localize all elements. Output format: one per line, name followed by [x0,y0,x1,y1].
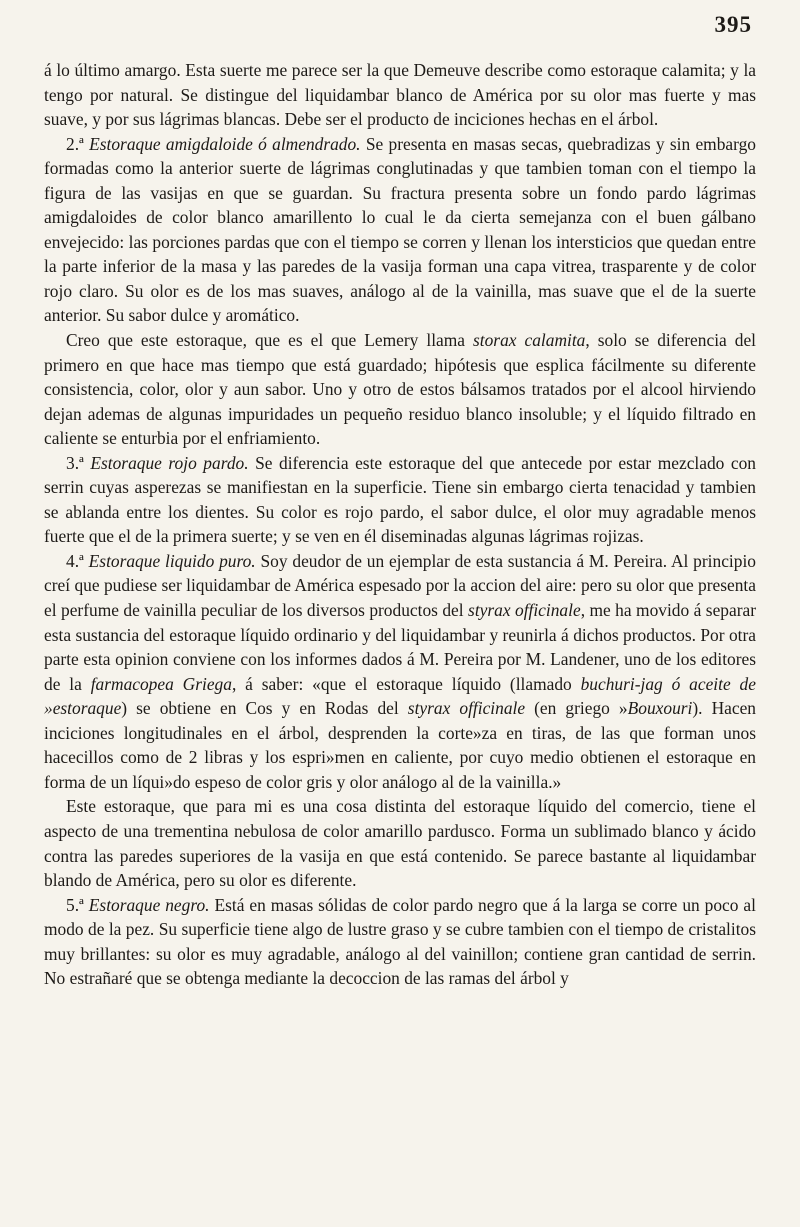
italic-run: Estoraque rojo pardo. [90,452,249,473]
text-run: 3.ª [66,452,91,473]
text-run: , á saber: «que el estoraque líquido (llamado [231,673,581,694]
italic-run: styrax officinale [468,600,581,621]
text-run: Soy deudor de un ejemplar de esta sustancia á M. Pereira. Al principio creí que pudiese ser liquidambar de América espesado por la accion del aire: pero su olor que presenta el perfume de vainilla peculiar de los diversos productos del [44,550,756,621]
section-paragraph-4 [44,549,756,794]
text-run: , me ha movido á separar esta sustancia del estoraque líquido ordinario y del liquidambar y reunirla á dichos productos. Por otra parte esta opinion conviene con los informes dados á M. Pereira por M. Landener, uno de los editores de la [44,600,756,694]
italic-run: Estoraque liquido puro. [88,550,256,571]
body-text [44,58,756,991]
text-run: (en griego » [525,698,628,719]
section-paragraph-2 [44,132,756,328]
text-run: ) se obtiene en Cos y en Rodas del [121,698,408,719]
italic-run: styrax officinale [407,698,526,719]
text-run: Este estoraque, que para mi es una cosa distinta del estoraque líquido del comercio, tiene el aspecto de una trementina nebulosa de color amarillo pardusco. Forma un sublimado blanco y ácido contra las paredes superiores de la vasija en que está contenido. Se parece bastante al liquidambar blando de América, pero su olor es diferente. [44,796,756,891]
text-run: 5.ª [66,894,89,915]
text-run: Se presenta en masas secas, quebradizas y sin embargo formadas como la anterior suerte de lágrimas conglutinadas y que tambien toman con el tiempo la figura de las vasijas en que se guardan. Su fractura presenta sobre un fondo pardo lágrimas amigdaloides de color blanco amarillento lo cual le da cierta semejanza con el buen gálbano envejecido: las porciones pardas que con el tiempo se corren y llenan los intersticios que quedan entre la parte inferior de la masa y las paredes de la vasija forman una capa vitrea, trasparente y de color rojo claro. Su olor es de los mas suaves, análogo al de la vainilla, mas suave que el de la suerte anterior. Su sabor dulce y aromático. [44,133,756,326]
section-paragraph-3 [44,451,756,549]
section-paragraph-5 [44,893,756,991]
text-run: Se diferencia este estoraque del que antecede por estar mezclado con serrin cuyas asperezas se manifiestan en la superficie. Tiene sin embargo cierta tenacidad y tambien se ablanda entre los dientes. Su color es rojo pardo, el sabor dulce, el olor muy agradable menos fuerte que el de la primera suerte; y se ven en él diseminadas algunas lágrimas rojizas. [44,452,756,547]
text-run: 4.ª [66,550,89,571]
paragraph [44,794,756,892]
text-run: Creo que este estoraque, que es el que Lemery llama [66,330,474,351]
page-number: 395 [714,12,752,37]
text-run: ). Hacen inciciones longitudinales en el árbol, desprenden la corte»za en tiras, de las que forman unos hacecillos como de 2 libras y los espri»men en caliente, por cuyo medio obtienen el estoraque en forma de un líqui»do espeso de color gris y olor análogo al de la vainilla.» [44,698,757,792]
text-run: á lo último amargo. Esta suerte me parece ser la que Demeuve describe como estoraque calamita; y la tengo por natural. Se distingue del liquidambar blanco de América por su olor mas fuerte y mas suave, y por sus lágrimas blancas. Debe ser el producto de inciciones hechas en el árbol. [44,60,756,130]
paragraph [44,328,756,451]
text-run: 2.ª [66,133,90,154]
text-run: , solo se diferencia del primero en que hace mas tiempo que está guardado; hipótesis que esplica fácilmente su diferente consistencia, color, olor y aun sabor. Uno y otro de estos bálsamos tratados por el alcool hirviendo dejan ademas de algunas impuridades un pequeño residuo blanco insoluble; y el líquido filtrado en caliente se enturbia por el enfriamiento. [44,330,757,449]
paragraph [44,58,756,132]
italic-run: farmacopea Griega [90,673,232,694]
italic-run: buchuri-jag ó aceite de »estoraque [44,673,756,719]
italic-run: Estoraque negro. [88,894,210,915]
text-run: Está en masas sólidas de color pardo negro que á la larga se corre un poco al modo de la pez. Su superficie tiene algo de lustre graso y se cubre tambien con el tiempo de cristalitos muy brillantes: su olor es muy agradable, análogo al del vainillon; contiene gran cantidad de serrin. No estrañaré que se obtenga mediante la decoccion de las ramas del árbol y [44,894,756,989]
italic-run: Bouxouri [627,698,693,719]
italic-run: storax calamita [473,330,586,351]
italic-run: Estoraque amigdaloide ó almendrado. [89,133,361,154]
